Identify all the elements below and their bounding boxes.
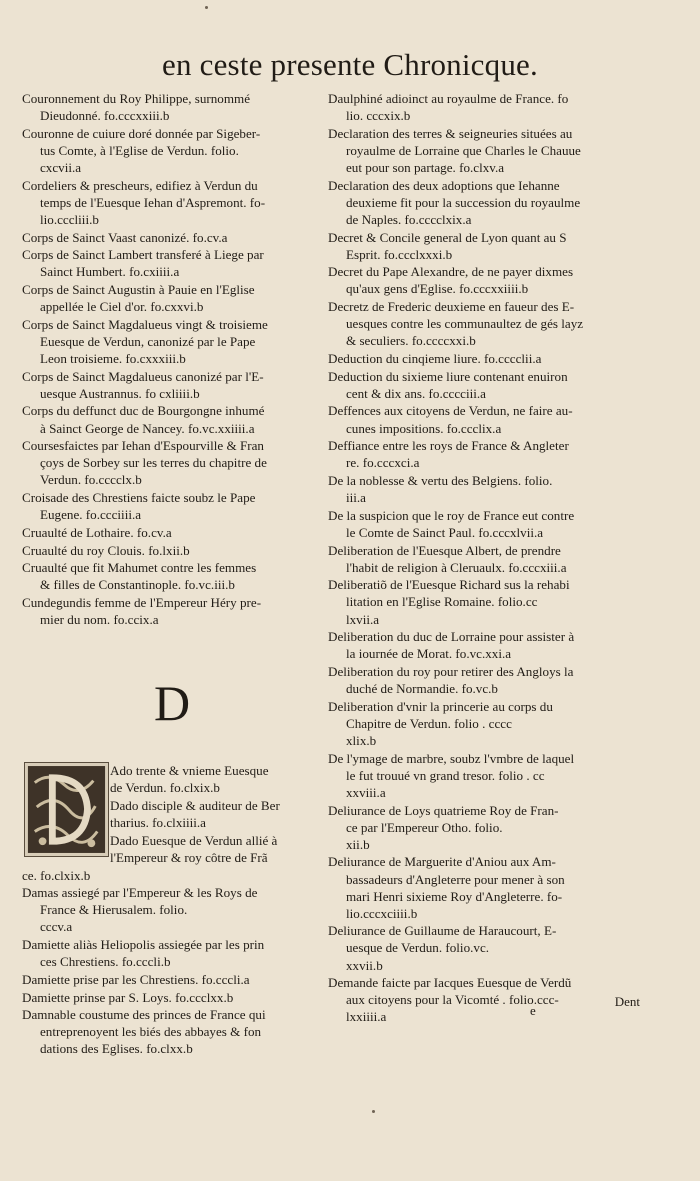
index-entry: [328, 802, 624, 853]
entry-line: xii.b: [346, 836, 370, 852]
index-entry: [328, 853, 624, 921]
catchword: Dent: [614, 994, 640, 1009]
entry-line: Damas assiegé par l'Empereur & les Roys de: [22, 885, 258, 901]
entry-line: Deduction du sixieme liure contenant enuiron: [328, 368, 568, 384]
entry-line: Chapitre de Verdun. folio . cccc: [346, 715, 512, 731]
entry-line: de Naples. fo.cccclxix.a: [346, 211, 472, 227]
entry-line: ce par l'Empereur Otho. folio.: [346, 819, 503, 835]
index-entry: [22, 437, 322, 488]
index-entry: [328, 298, 624, 349]
entry-line: cunes impositions. fo.ccclix.a: [346, 420, 502, 436]
entry-line: De la suspicion que le roy de France eut contre: [328, 507, 575, 523]
entry-line: De la noblesse & vertu des Belgiens. folio.: [328, 473, 553, 488]
entry-line: royaulme de Lorraine que Charles le Chauue: [346, 142, 581, 158]
entry-line: cent & dix ans. fo.cccciii.a: [346, 385, 486, 401]
entry-line: Euesque de Verdun, canonizé par le Pape: [40, 333, 256, 349]
entry-line: litation en l'Eglise Romaine. folio.cc: [346, 594, 538, 610]
right-entries: [328, 90, 624, 1026]
entry-line: uesques contre les communaultez de gés layz: [346, 316, 584, 332]
entry-line: Cruaulté que fit Mahumet contre les femmes: [22, 560, 257, 576]
entry-line: la iournée de Morat. fo.vc.xxi.a: [346, 646, 512, 662]
index-entry: [328, 472, 624, 506]
index-entry: [328, 974, 624, 1025]
entry-line: Declaration des deux adoptions que Iehanne: [328, 177, 560, 193]
entry-line: Leon troisieme. fo.cxxxiii.b: [40, 350, 186, 366]
index-entry: [328, 576, 624, 627]
index-entry: [328, 402, 624, 436]
entry-line: tus Comte, à l'Eglise de Verdun. folio.: [40, 142, 239, 158]
entry-line: Damiette aliàs Heliopolis assiegée par les prin: [22, 937, 265, 953]
entry-line: Corps de Sainct Lambert transferé à Liege par: [22, 247, 264, 263]
index-entry: [328, 437, 624, 471]
entry-line: Damnable coustume des princes de France qui: [22, 1007, 266, 1023]
entry-line: deuxieme fit pour la succession du royaulme: [346, 194, 581, 210]
entry-line: Deffiance entre les roys de France & Angleter: [328, 438, 569, 454]
dropcap-block: [22, 762, 322, 866]
entry-line: Deliberatiõ de l'Euesque Richard sus la rehabi: [328, 577, 570, 593]
entry-line: France & Hierusalem. folio.: [40, 902, 188, 918]
decorated-initial-d: [24, 762, 109, 857]
entry-line: Croisade des Chrestiens faicte soubz le Pape: [22, 490, 256, 506]
index-entry: [22, 281, 322, 315]
entry-line: Declaration des terres & seigneuries situées au: [328, 125, 573, 141]
index-entry: [22, 246, 322, 280]
entry-line: le fut trouué vn grand tresor. folio . cc: [346, 767, 545, 783]
index-entry: [22, 542, 322, 559]
entry-line: uesque de Verdun. folio.vc.: [346, 940, 490, 956]
index-entry: [328, 750, 624, 801]
signature-mark: e: [530, 1003, 536, 1018]
entry-line: Dado Euesque de Verdun allié à: [110, 832, 278, 848]
entry-line: & seculiers. fo.ccccxxi.b: [346, 333, 476, 349]
entry-line: mari Henri sixieme Roy d'Angleterre. fo-: [346, 888, 563, 904]
entry-line: xlix.b: [346, 732, 377, 748]
entry-line: le Comte de Sainct Paul. fo.cccxlvii.a: [346, 524, 544, 540]
left-entries: [22, 90, 322, 628]
index-entry: [22, 989, 322, 1006]
index-entry: [22, 936, 322, 970]
entry-line: Ado trente & vnieme Euesque: [110, 763, 269, 779]
index-entry: [328, 125, 624, 176]
entry-line: re. fo.cccxci.a: [346, 455, 420, 471]
index-entry: [328, 229, 624, 263]
entry-line: mier du nom. fo.ccix.a: [40, 612, 159, 628]
entry-line: Deliberation du roy pour retirer des Angloys la: [328, 664, 574, 679]
entry-line: Daulphiné adioinct au royaulme de France. fo: [328, 91, 569, 106]
entry-line: Cruaulté de Lothaire. fo.cv.a: [22, 524, 172, 540]
index-entry: [22, 125, 322, 176]
entry-line: Dieudonné. fo.cccxxiii.b: [40, 108, 170, 124]
index-entry: [328, 663, 624, 697]
print-speck: [205, 6, 208, 9]
entry-line: Dado disciple & auditeur de Ber: [110, 798, 280, 813]
index-entry: [22, 402, 322, 436]
entry-line: Deffences aux citoyens de Verdun, ne faire au-: [328, 403, 573, 419]
entry-line: Decret du Pape Alexandre, de ne payer dixmes: [328, 264, 574, 280]
entry-line: çoys de Sorbey sur les terres du chapitre de: [40, 455, 267, 471]
entry-line: & filles de Constantinople. fo.vc.iii.b: [40, 577, 235, 593]
entry-line: ces Chrestiens. fo.cccli.b: [40, 954, 171, 970]
index-entry: [22, 559, 322, 593]
entry-line: Corps de Sainct Magdalueus canonizé par l'E-: [22, 368, 264, 384]
entry-line: Deduction du cinqieme liure. fo.cccclii.a: [328, 350, 542, 366]
entry-line: De l'ymage de marbre, soubz l'vmbre de laquel: [328, 750, 575, 766]
index-entry: [22, 177, 322, 228]
page-title: en ceste presente Chronicque.: [162, 47, 538, 82]
entry-line: Sainct Humbert. fo.cxiiii.a: [40, 264, 180, 280]
entry-line: Couronne de cuiure doré donnée par Sigeber-: [22, 125, 261, 141]
print-speck: [372, 1110, 375, 1113]
entry-line: Decretz de Frederic deuxieme en faueur des E-: [328, 299, 575, 315]
index-entry: [328, 90, 624, 124]
entry-line: Damiette prise par les Chrestiens. fo.cccli.a: [22, 971, 250, 987]
entry-line: lio.cccliii.b: [40, 211, 99, 227]
entry-line: Deliurance de Guillaume de Haraucourt, E-: [328, 923, 557, 939]
entry-line: Deliberation de l'Euesque Albert, de prendre: [328, 542, 561, 558]
entry-line: Verdun. fo.cccclx.b: [40, 472, 142, 488]
index-entry: [22, 867, 322, 884]
entry-line: Corps du deffunct duc de Bourgongne inhumé: [22, 403, 265, 419]
index-entry: [22, 90, 322, 124]
index-entry: [328, 263, 624, 297]
entry-line: Corps de Sainct Augustin à Pauie en l'Eglise: [22, 282, 255, 297]
entry-line: Coursesfaictes par Iehan d'Espourville & Fran: [22, 438, 264, 454]
right-column: [328, 90, 624, 1026]
entry-line: Esprit. fo.ccclxxxi.b: [346, 246, 453, 262]
entry-line: Deliberation du duc de Lorraine pour assister à: [328, 629, 575, 645]
entry-line: aux citoyens pour la Vicomté . folio.ccc-: [346, 992, 559, 1008]
entry-line: lxxiiii.a: [346, 1009, 387, 1025]
entry-line: Deliurance de Marguerite d'Aniou aux Am-: [328, 854, 556, 870]
entry-line: Corps de Sainct Vaast canonizé. fo.cv.a: [22, 229, 228, 245]
index-entry: [22, 316, 322, 367]
entry-line: l'habit de religion à Cleruaulx. fo.cccxiii.a: [346, 559, 567, 575]
index-entry: [328, 628, 624, 662]
index-entry: [22, 1006, 322, 1057]
section-letter: D: [153, 675, 191, 732]
index-entry: [328, 177, 624, 228]
entry-line: appellée le Ciel d'or. fo.cxxvi.b: [40, 299, 204, 315]
entry-line: eut pour son partage. fo.clxv.a: [346, 159, 505, 175]
index-entry: [22, 489, 322, 523]
entry-line: xxviii.a: [346, 784, 386, 800]
entry-line: qu'aux gens d'Eglise. fo.cccxxiiii.b: [346, 281, 529, 297]
entry-line: cxcvii.a: [40, 159, 82, 175]
entry-line: Deliurance de Loys quatrieme Roy de Fran-: [328, 802, 559, 818]
index-entry: [328, 698, 624, 749]
entry-line: duché de Normandie. fo.vc.b: [346, 681, 498, 697]
entry-line: de Verdun. fo.clxix.b: [110, 780, 220, 796]
left-column: [22, 90, 322, 1058]
entry-line: lio. cccxix.b: [346, 108, 411, 124]
entry-line: iii.a: [346, 490, 366, 506]
entry-line: Demande faicte par Iacques Euesque de Verdũ: [328, 975, 572, 991]
entry-line: dations des Eglises. fo.clxx.b: [40, 1041, 193, 1057]
index-entry: [22, 884, 322, 935]
entry-line: Decret & Concile general de Lyon quant au S: [328, 229, 567, 245]
entry-line: cccv.a: [40, 919, 73, 935]
entry-line: lio.cccxciiii.b: [346, 905, 418, 921]
entry-line: Cordeliers & prescheurs, edifiez à Verdun du: [22, 177, 258, 193]
entry-line: tharius. fo.clxiiii.a: [110, 815, 206, 831]
left-entries-after: [22, 867, 322, 1058]
entry-line: uesque Austrannus. fo cxliiii.b: [40, 385, 200, 401]
index-entry: [328, 350, 624, 367]
index-entry: [22, 524, 322, 541]
entry-line: bassadeurs d'Angleterre pour mener à son: [346, 871, 565, 887]
entry-line: lxvii.a: [346, 611, 380, 627]
index-entry: [328, 922, 624, 973]
index-entry: [22, 368, 322, 402]
entry-line: Damiette prinse par S. Loys. fo.ccclxx.b: [22, 989, 234, 1005]
index-entry: [328, 542, 624, 576]
entry-line: Cruaulté du roy Clouis. fo.lxii.b: [22, 542, 190, 558]
entry-line: Eugene. fo.ccciiii.a: [40, 507, 142, 523]
entry-line: Cundegundis femme de l'Empereur Héry pre-: [22, 595, 262, 611]
entry-line: Couronnement du Roy Philippe, surnommé: [22, 91, 251, 106]
entry-line: temps de l'Euesque Iehan d'Aspremont. fo-: [40, 194, 266, 210]
entry-line: entreprenoyent les biés des abbayes & fon: [40, 1024, 262, 1040]
index-entry: [22, 594, 322, 628]
entry-line: Deliberation d'vnir la princerie au corps du: [328, 698, 553, 714]
entry-line: à Sainct George de Nancey. fo.vc.xxiiii.a: [40, 420, 255, 436]
entry-line: Corps de Sainct Magdalueus vingt & troisieme: [22, 316, 268, 332]
index-entry: [328, 368, 624, 402]
index-entry: [22, 971, 322, 988]
index-entry: [22, 229, 322, 246]
entry-line: xxvii.b: [346, 957, 383, 973]
index-entry: [328, 507, 624, 541]
entry-line: l'Empereur & roy côtre de Frã: [110, 849, 268, 865]
entry-line: ce. fo.clxix.b: [22, 867, 91, 883]
